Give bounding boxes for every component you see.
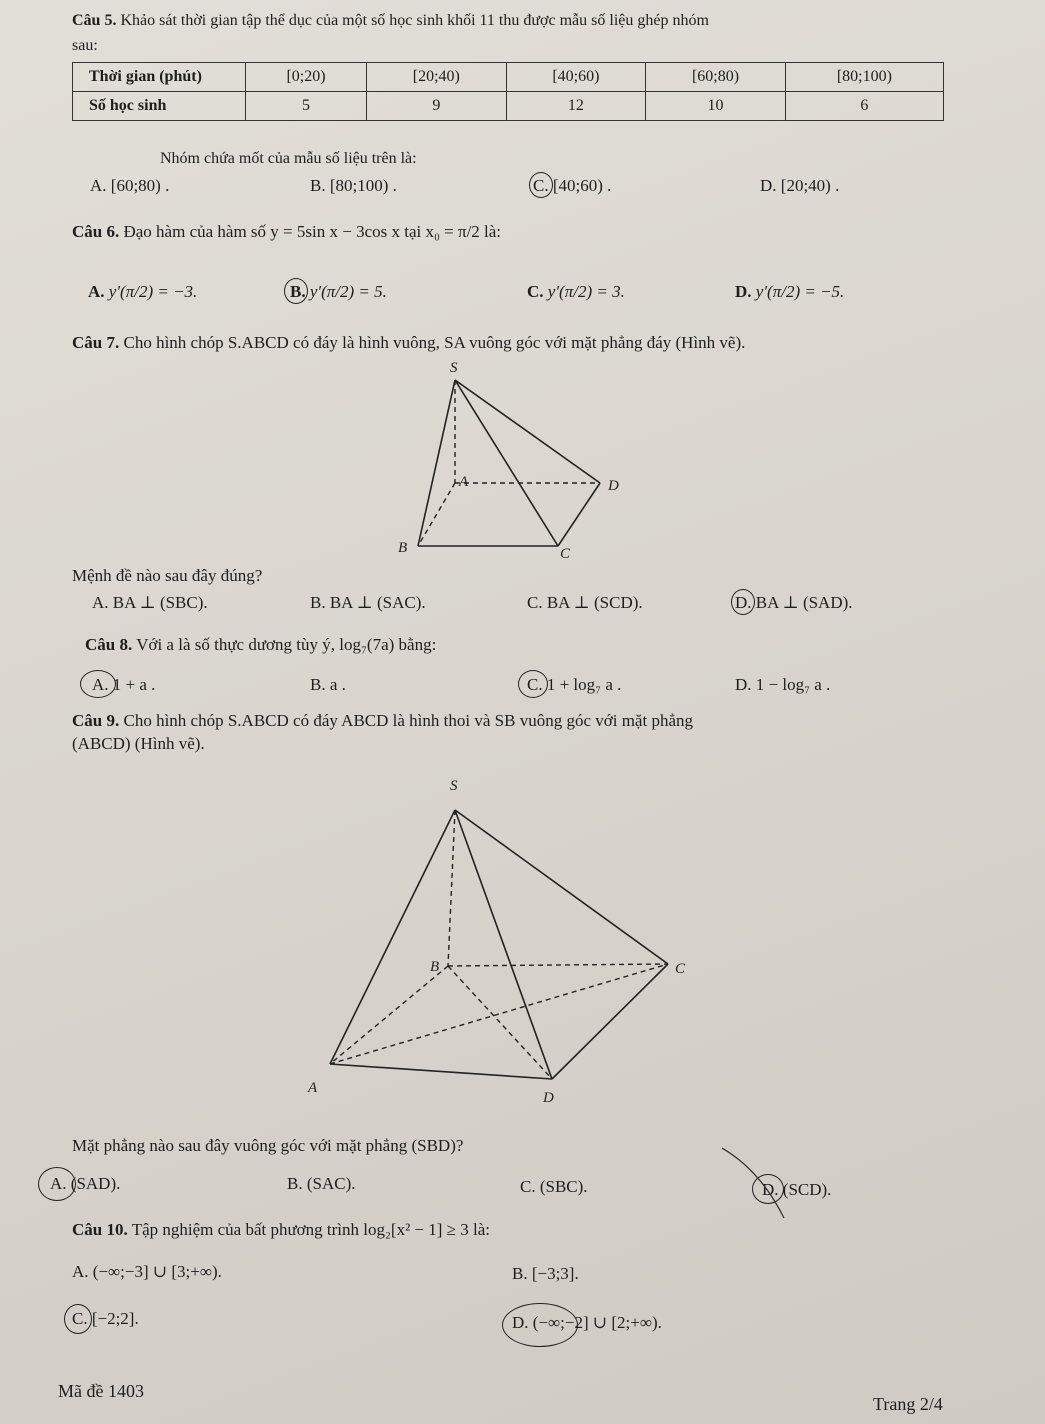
- table-cell: Số học sinh: [73, 92, 246, 121]
- vertex-label-d: D: [543, 1090, 554, 1106]
- q9-option-b[interactable]: B. (SAC).: [287, 1174, 356, 1193]
- option-label: A.: [88, 282, 105, 301]
- q8-option-a[interactable]: A. 1 + a .: [92, 675, 156, 694]
- option-text: y′(π/2) = −3.: [108, 282, 198, 301]
- q7-title: Câu 7.: [72, 333, 120, 352]
- q7-question: Mệnh đề nào sau đây đúng?: [72, 566, 263, 585]
- table-cell: 9: [367, 92, 507, 121]
- table-cell: 6: [785, 92, 943, 121]
- vertex-label-c: C: [675, 961, 686, 977]
- q9-text-continued: (ABCD) (Hình vẽ).: [72, 734, 205, 753]
- q6-title: Câu 6.: [72, 222, 120, 241]
- q8-title: Câu 8.: [85, 635, 133, 654]
- table-cell: 5: [246, 92, 367, 121]
- q9-title: Câu 9.: [72, 711, 120, 730]
- q5-option-d[interactable]: D. [20;40) .: [760, 176, 840, 195]
- q8-option-c[interactable]: C. 1 + log₇ a .: [527, 675, 622, 694]
- table-header-cell: [40;60): [506, 63, 646, 92]
- q9-question: Mặt phẳng nào sau đây vuông góc với mặt phẳng (SBD)?: [72, 1136, 464, 1155]
- option-text: y′(π/2) = 5.: [309, 282, 387, 301]
- answer-mark-circle: [502, 1303, 578, 1347]
- q8-option-b[interactable]: B. a .: [310, 675, 346, 694]
- table-header-cell: [0;20): [246, 63, 367, 92]
- q7-option-a[interactable]: A. BA ⊥ (SBC).: [92, 593, 208, 612]
- q7-text: Cho hình chóp S.ABCD có đáy là hình vuông, SA vuông góc với mặt phẳng đáy (Hình vẽ).: [123, 333, 746, 352]
- q7-option-c[interactable]: C. BA ⊥ (SCD).: [527, 593, 643, 612]
- q10-option-b[interactable]: B. [−3;3].: [512, 1264, 579, 1283]
- q10-option-c[interactable]: C. [−2;2].: [72, 1309, 139, 1328]
- q10-text: Tập nghiệm của bất phương trình log₂[x² − 1] ≥ 3 là:: [131, 1220, 491, 1239]
- option-text: y′(π/2) = −5.: [755, 282, 845, 301]
- table-header-cell: Thời gian (phút): [73, 63, 246, 92]
- option-label: B.: [290, 282, 306, 301]
- q5-option-c[interactable]: C. [40;60) .: [533, 176, 612, 195]
- q8-option-d[interactable]: D. 1 − log₇ a .: [735, 675, 831, 694]
- q5-option-a[interactable]: A. [60;80) .: [90, 176, 170, 195]
- option-label: D.: [735, 282, 752, 301]
- table-header-cell: [60;80): [646, 63, 786, 92]
- q10-title: Câu 10.: [72, 1220, 128, 1239]
- q10-option-d[interactable]: D. (−∞;−2] ∪ [2;+∞).: [512, 1313, 662, 1332]
- vertex-label-s: S: [450, 360, 458, 376]
- table-header-cell: [20;40): [367, 63, 507, 92]
- table-header-cell: [80;100): [785, 63, 943, 92]
- q8-text: Với a là số thực dương tùy ý, log₇(7a) bằng:: [136, 635, 437, 654]
- table-cell: 10: [646, 92, 786, 121]
- option-label: C.: [527, 282, 544, 301]
- vertex-label-b: B: [430, 959, 440, 975]
- q9-text: Cho hình chóp S.ABCD có đáy ABCD là hình thoi và SB vuông góc với mặt phẳng: [123, 711, 693, 730]
- page-number: Trang 2/4: [873, 1394, 943, 1414]
- q9-option-d[interactable]: D. (SCD).: [762, 1180, 832, 1199]
- option-text: y′(π/2) = 3.: [547, 282, 625, 301]
- q7-option-d[interactable]: D. BA ⊥ (SAD).: [735, 593, 853, 612]
- vertex-label-s: S: [450, 778, 458, 794]
- q10-option-a[interactable]: A. (−∞;−3] ∪ [3;+∞).: [72, 1262, 222, 1281]
- q5-text: Khảo sát thời gian tập thể dục của một số học sinh khối 11 thu được mẫu số liệu ghép nhóm: [120, 12, 709, 29]
- vertex-label-c: C: [560, 546, 571, 562]
- exam-code: Mã đề 1403: [58, 1381, 144, 1401]
- q6-text: Đạo hàm của hàm số y = 5sin x − 3cos x tại x₀ = π/2 là:: [123, 222, 502, 241]
- q5-text-continued: sau:: [72, 37, 98, 54]
- vertex-label-a: A: [308, 1080, 318, 1096]
- q5-option-b[interactable]: B. [80;100) .: [310, 176, 397, 195]
- table-cell: 12: [506, 92, 646, 121]
- vertex-label-a: A: [459, 474, 469, 490]
- q10-statement: [72, 1220, 490, 1240]
- q5-question: Nhóm chứa mốt của mẫu số liệu trên là:: [160, 150, 417, 167]
- q9-option-a[interactable]: A. (SAD).: [50, 1174, 121, 1193]
- q7-option-b[interactable]: B. BA ⊥ (SAC).: [310, 593, 426, 612]
- q5-title: Câu 5.: [72, 12, 117, 29]
- q9-option-c[interactable]: C. (SBC).: [520, 1177, 588, 1196]
- vertex-label-b: B: [398, 540, 408, 556]
- answer-mark-circle: [64, 1304, 92, 1334]
- vertex-label-d: D: [608, 478, 619, 494]
